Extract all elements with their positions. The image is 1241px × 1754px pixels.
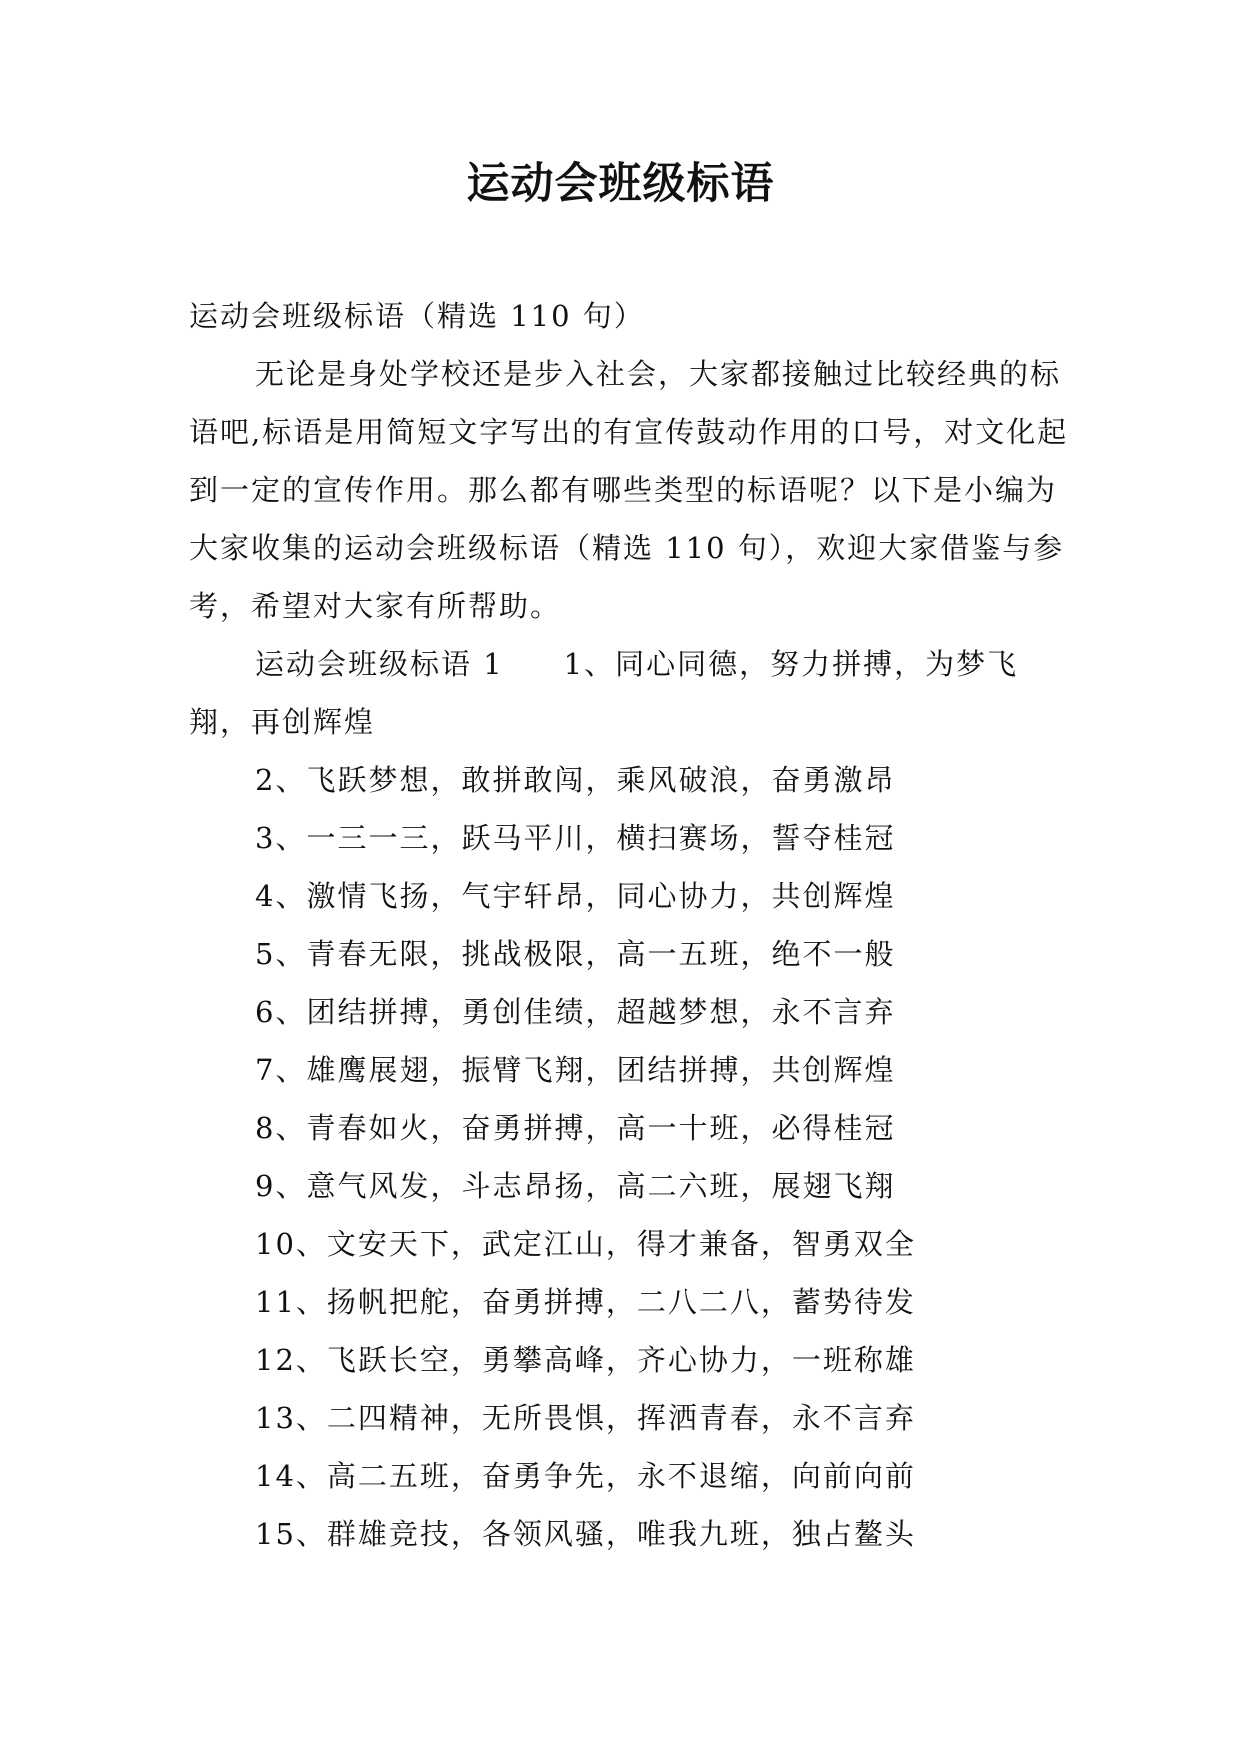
slogan-item: 3、一三一三，跃马平川，横扫赛场，誓夺桂冠: [255, 821, 896, 855]
document-subtitle: 运动会班级标语（精选 110 句）: [189, 299, 645, 333]
slogan-item: 2、飞跃梦想，敢拼敢闯，乘风破浪，奋勇激昂: [255, 763, 896, 797]
slogan-item: 15、群雄竞技，各领风骚，唯我九班，独占鳌头: [255, 1517, 916, 1551]
slogan-item: 8、青春如火，奋勇拼搏，高一十班，必得桂冠: [255, 1111, 896, 1145]
slogan-item: 13、二四精神，无所畏惧，挥洒青春，永不言弃: [255, 1401, 916, 1435]
slogan-item: 7、雄鹰展翅，振臂飞翔，团结拼搏，共创辉煌: [255, 1053, 896, 1087]
slogan-item: 6、团结拼搏，勇创佳绩，超越梦想，永不言弃: [255, 995, 896, 1029]
slogan-item: 10、文安天下，武定江山，得才兼备，智勇双全: [255, 1227, 916, 1261]
slogan-item: 9、意气风发，斗志昂扬，高二六班，展翅飞翔: [255, 1169, 896, 1203]
document-body: [189, 287, 1069, 1563]
slogan-item: 5、青春无限，挑战极限，高一五班，绝不一般: [255, 937, 896, 971]
slogan-item: 11、扬帆把舵，奋勇拼搏，二八二八，蓄势待发: [255, 1285, 916, 1319]
intro-paragraph: 无论是身处学校还是步入社会，大家都接触过比较经典的标语吧,标语是用简短文字写出的有宣传鼓动作用的口号，对文化起到一定的宣传作用。那么都有哪些类型的标语呢？以下是小编为大家收集的运动会班级标语（精选 110 句），欢迎大家借鉴与参考，希望对大家有所帮助。: [189, 357, 1069, 623]
slogan-item: 14、高二五班，奋勇争先，永不退缩，向前向前: [255, 1459, 916, 1493]
document-title: 运动会班级标语: [466, 159, 775, 209]
slogan-item: 4、激情飞扬，气宇轩昂，同心协力，共创辉煌: [255, 879, 896, 913]
section-heading: 运动会班级标语 1: [255, 647, 504, 681]
slogan-item: 12、飞跃长空，勇攀高峰，齐心协力，一班称雄: [255, 1343, 916, 1377]
slogan-list: [189, 751, 1069, 1563]
section-first-paragraph: [189, 635, 1069, 751]
slogan-item-1: 1、同心同德，努力拼搏，为梦飞翔，再创辉煌: [189, 647, 1019, 739]
